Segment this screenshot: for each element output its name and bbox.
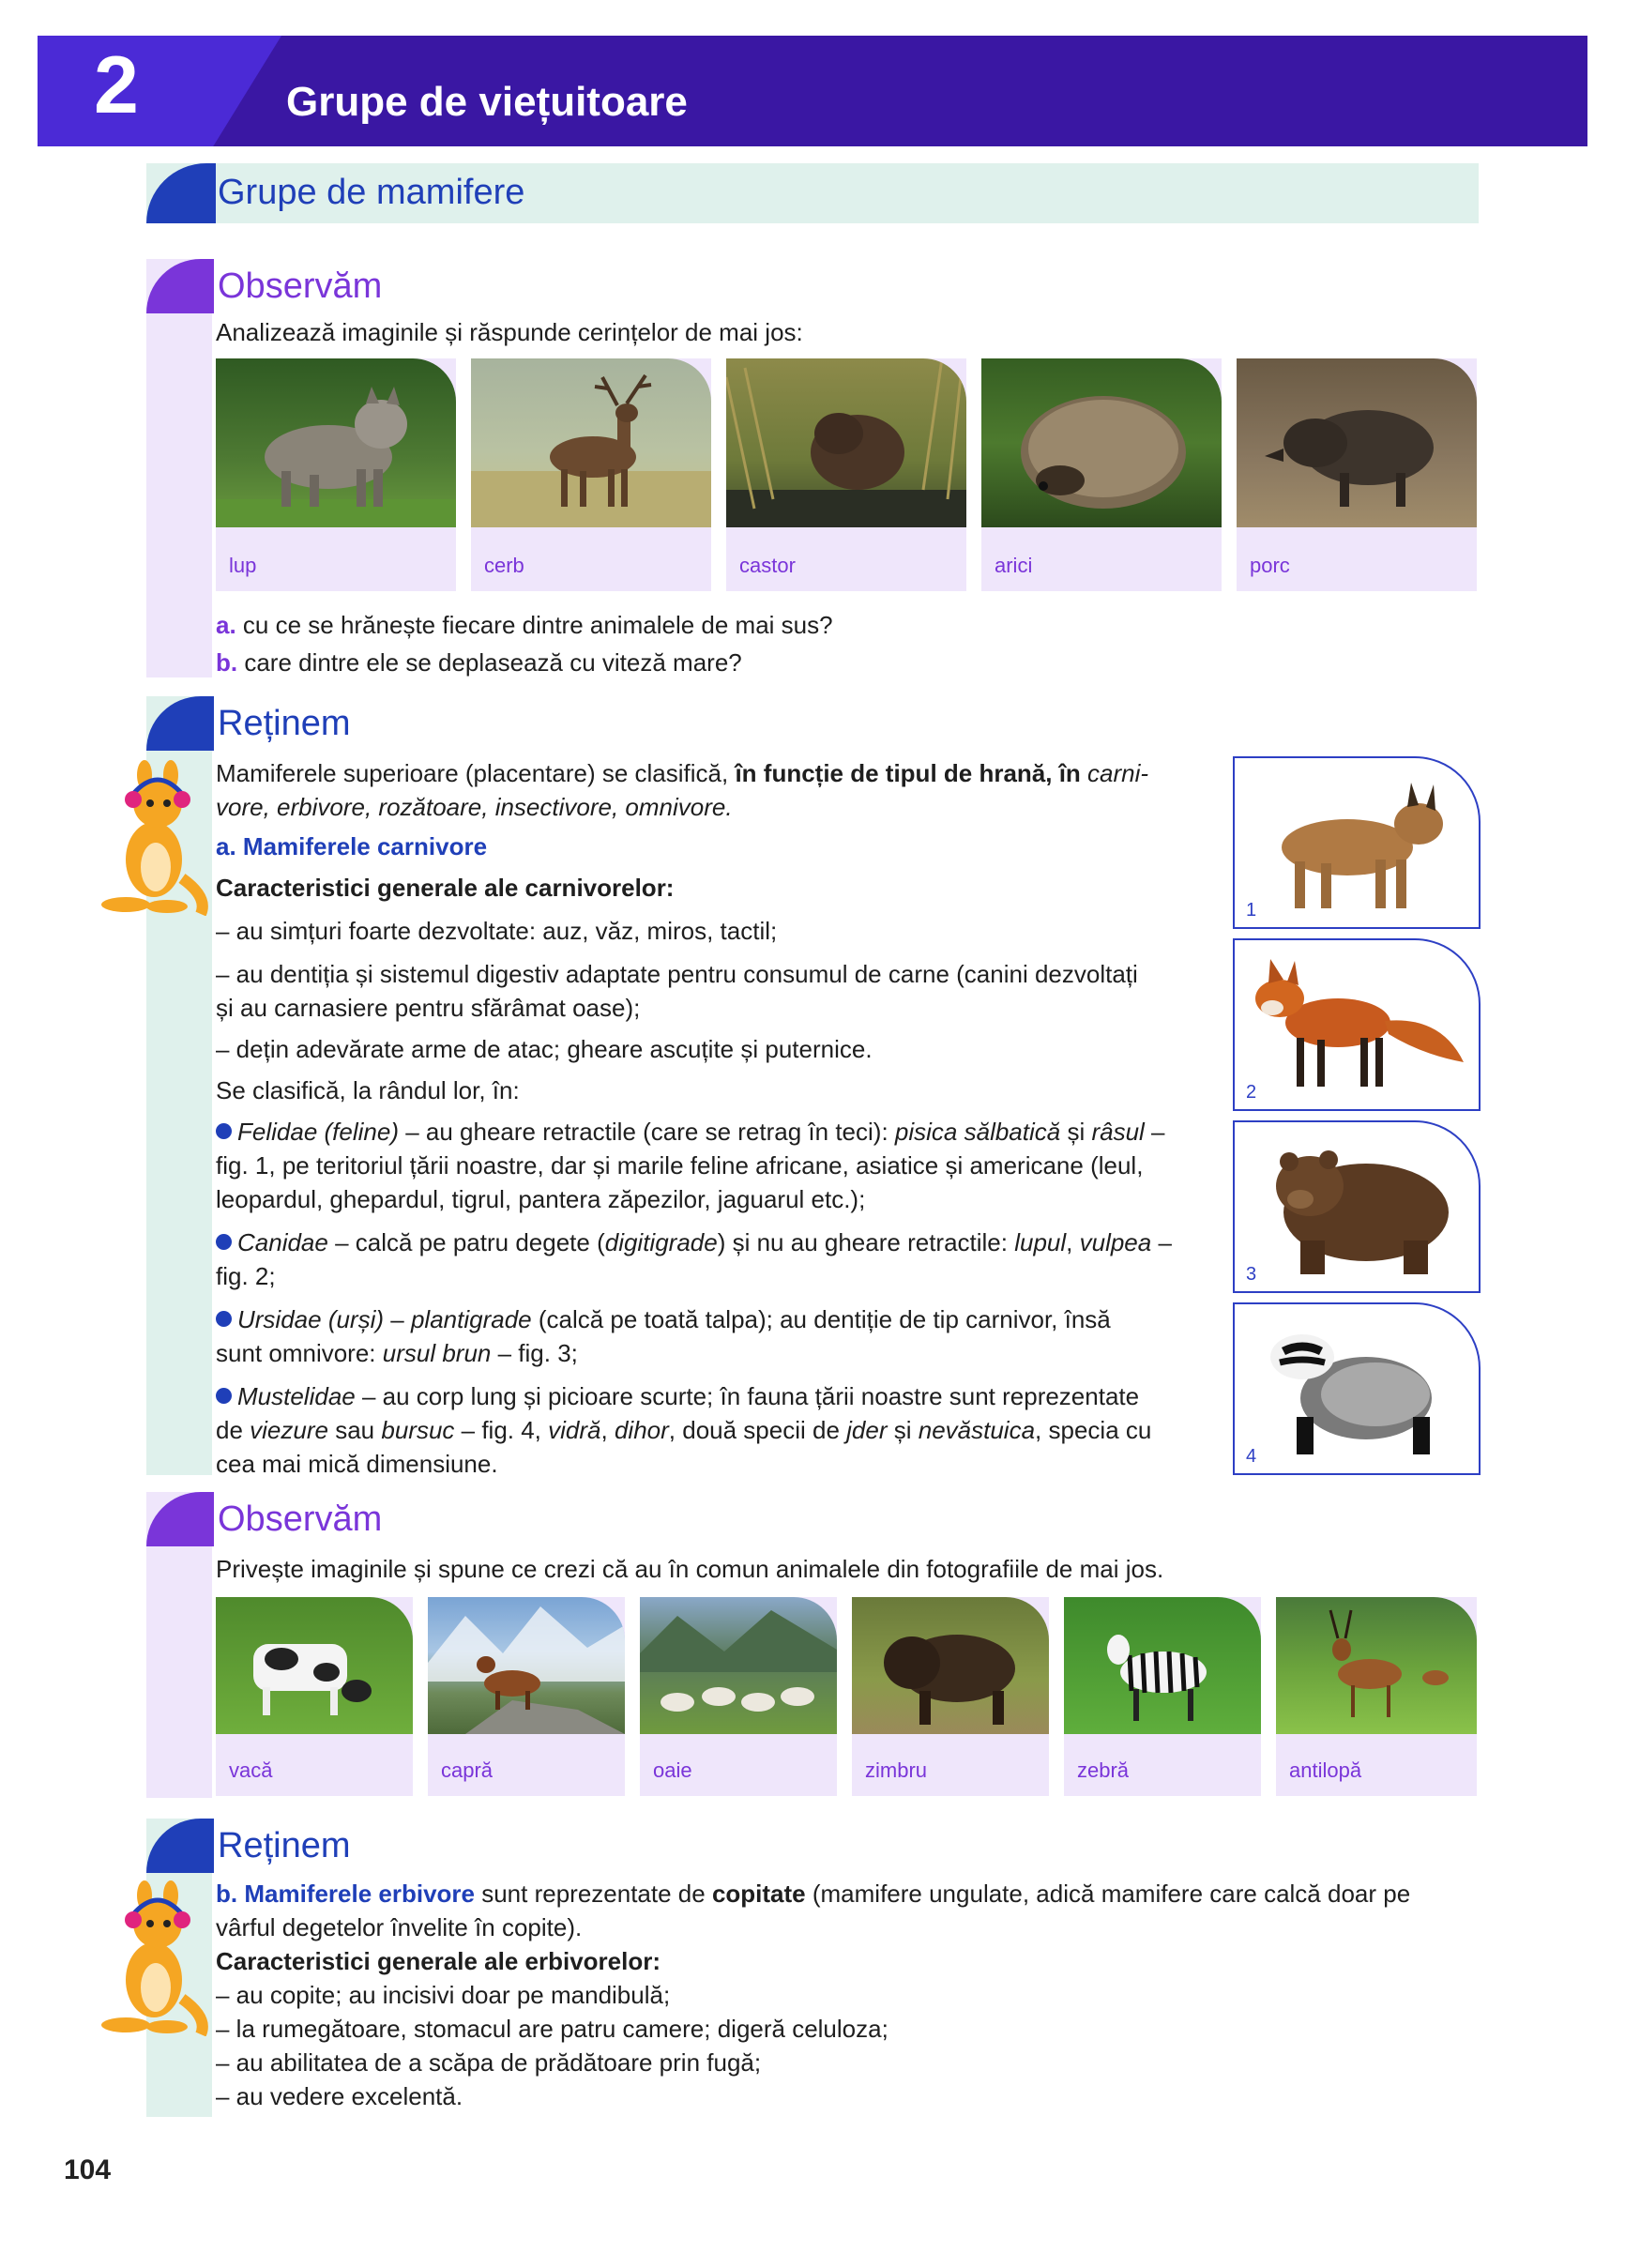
photo-caption: vacă xyxy=(229,1758,273,1782)
section-heading: Observăm xyxy=(218,266,383,306)
canidae-line2: fig. 2; xyxy=(216,1262,276,1290)
figure-badger xyxy=(1233,1302,1481,1475)
carnivore-char-heading: Caracteristici generale ale carnivorelor: xyxy=(216,874,675,902)
bullet-dot-icon xyxy=(216,1388,232,1404)
ursidae-text: – fig. 3; xyxy=(491,1339,578,1367)
herbivore-text: (mamifere ungulate, adică mamifere care calcă doar pe xyxy=(805,1880,1411,1908)
photo-caption: zebră xyxy=(1077,1758,1130,1782)
canidae-italic: vulpea xyxy=(1079,1228,1152,1256)
retinem1-intro-line1 xyxy=(216,756,1148,790)
sheep-photo xyxy=(640,1597,837,1734)
figure-bear xyxy=(1233,1120,1481,1293)
section-heading: Observăm xyxy=(218,1499,383,1539)
photo-card-boar xyxy=(1237,358,1477,591)
intro-bold: în funcție de tipul de hrană, în xyxy=(735,759,1081,787)
mustelidae-italic: viezure xyxy=(250,1416,328,1444)
zebra-photo xyxy=(1064,1597,1261,1734)
kangaroo-mascot-icon xyxy=(88,756,210,916)
photo-caption: antilopă xyxy=(1289,1758,1362,1782)
ursidae-text: (calcă pe toată talpa); au dentiție de tip carnivor, însă xyxy=(531,1305,1111,1333)
herbivore-line1 xyxy=(216,1877,1410,1910)
bullet-dot-icon xyxy=(216,1311,232,1327)
mustelidae-text: , specia cu xyxy=(1035,1416,1152,1444)
mustelidae-italic: dihor xyxy=(614,1416,669,1444)
herbivore-char-4: – au vedere excelentă. xyxy=(216,2082,463,2110)
mustelidae-italic: jder xyxy=(846,1416,888,1444)
figure-fox xyxy=(1233,938,1481,1111)
ursidae-line1 xyxy=(216,1302,1111,1336)
photo-card-bison xyxy=(852,1597,1049,1796)
photo-card-sheep xyxy=(640,1597,837,1796)
photo-caption: porc xyxy=(1250,554,1290,577)
felidae-text: și xyxy=(1060,1118,1092,1146)
mustelidae-line2 xyxy=(216,1413,1151,1447)
deer-photo xyxy=(471,358,711,527)
canidae-italic: lupul xyxy=(1014,1228,1067,1256)
lesson-title-corner xyxy=(146,163,216,223)
photo-card-antelope xyxy=(1276,1597,1477,1796)
page-number: 104 xyxy=(64,2154,112,2185)
canidae-line1 xyxy=(216,1225,1172,1259)
felidae-line3: leopardul, ghepardul, tigrul, pantera zăpezilor, jaguarul etc.); xyxy=(216,1185,866,1213)
photo-caption: arici xyxy=(995,554,1033,577)
photo-card-beaver xyxy=(726,358,966,591)
photo-caption: zimbru xyxy=(865,1758,928,1782)
chapter-title: Grupe de viețuitoare xyxy=(286,79,688,125)
section-heading: Reținem xyxy=(218,1826,351,1865)
mustelidae-text: de xyxy=(216,1416,251,1444)
question-text: care dintre ele se deplasează cu viteză mare? xyxy=(237,648,742,677)
canidae-text: , xyxy=(1066,1228,1080,1256)
photo-card-hedgehog xyxy=(981,358,1222,591)
intro-text: Mamiferele superioare (placentare) se clasifică, xyxy=(216,759,736,787)
mustelidae-line3: cea mai mică dimensiune. xyxy=(216,1450,498,1478)
mustelidae-text: – au corp lung și picioare scurte; în fauna țării noastre sunt reprezentate xyxy=(355,1382,1140,1410)
mustelidae-line1 xyxy=(216,1379,1139,1413)
figure-number: 1 xyxy=(1246,900,1257,921)
canidae-italic: digitigrade xyxy=(604,1228,718,1256)
photo-caption: capră xyxy=(441,1758,494,1782)
question-b xyxy=(216,646,742,679)
mustelidae-italic: nevăstuica xyxy=(918,1416,1036,1444)
photo-caption: lup xyxy=(229,554,257,577)
photo-caption: oaie xyxy=(653,1758,692,1782)
photo-caption: castor xyxy=(739,554,796,577)
ursidae-italic: ursul brun xyxy=(382,1339,492,1367)
carnivore-char-2a: – au dentiția și sistemul digestiv adaptate pentru consumul de carne (canini dezvoltați xyxy=(216,960,1138,988)
mustelidae-text: sau xyxy=(327,1416,382,1444)
lesson-title: Grupe de mamifere xyxy=(218,173,525,212)
figure-number: 2 xyxy=(1246,1082,1257,1103)
felidae-text: – au gheare retractile (care se retrag în teci): xyxy=(398,1118,895,1146)
mustelidae-text: , xyxy=(600,1416,615,1444)
herbivore-line2: vârful degetelor învelite în copite). xyxy=(216,1913,583,1941)
herbivore-char-2: – la rumegătoare, stomacul are patru camere; digeră celuloza; xyxy=(216,2015,888,2043)
carnivore-classify: Se clasifică, la rândul lor, în: xyxy=(216,1076,520,1104)
canidae-text: – calcă pe patru degete ( xyxy=(327,1228,605,1256)
ursidae-text: – xyxy=(384,1305,411,1333)
felidae-line2: fig. 1, pe teritoriul țării noastre, dar și marile feline africane, asiatice și americane (leul, xyxy=(216,1151,1144,1180)
carnivore-char-3: – dețin adevărate arme de atac; gheare ascuțite și puternice. xyxy=(216,1035,873,1063)
ursidae-name: Ursidae (urși) xyxy=(237,1305,385,1333)
herbivore-bold: copitate xyxy=(711,1880,806,1908)
section-strip xyxy=(146,259,212,677)
carnivore-subheading: a. Mamiferele carnivore xyxy=(216,832,488,860)
observam2-instruction: Privește imaginile și spune ce crezi că au în comun animalele din fotografiile de mai jos. xyxy=(216,1555,1164,1583)
photo-caption: cerb xyxy=(484,554,524,577)
herbivore-text: sunt reprezentate de xyxy=(475,1880,712,1908)
mustelidae-text: , două specii de xyxy=(668,1416,847,1444)
figure-number: 4 xyxy=(1246,1446,1257,1467)
herbivore-char-3: – au abilitatea de a scăpa de prădătoare prin fugă; xyxy=(216,2048,762,2077)
felidae-italic: râsul xyxy=(1091,1118,1145,1146)
mustelidae-name: Mustelidae xyxy=(237,1382,356,1410)
photo-card-deer xyxy=(471,358,711,591)
chapter-number: 2 xyxy=(94,40,139,130)
felidae-text: – xyxy=(1144,1118,1165,1146)
ursidae-line2 xyxy=(216,1336,578,1370)
photo-card-goat xyxy=(428,1597,625,1796)
cow-photo xyxy=(216,1597,413,1734)
figure-lynx xyxy=(1233,756,1481,929)
felidae-name: Felidae (feline) xyxy=(237,1118,399,1146)
question-letter: a. xyxy=(216,611,236,639)
mustelidae-text: și xyxy=(887,1416,919,1444)
observam1-instruction: Analizează imaginile și răspunde cerințelor de mai jos: xyxy=(216,318,803,346)
mustelidae-text: – fig. 4, xyxy=(454,1416,549,1444)
carnivore-char-2b: și au carnasiere pentru sfărâmat oase); xyxy=(216,994,641,1022)
ursidae-italic: plantigrade xyxy=(410,1305,532,1333)
question-letter: b. xyxy=(216,648,238,677)
mustelidae-italic: vidră xyxy=(548,1416,601,1444)
wolf-photo xyxy=(216,358,456,527)
bullet-dot-icon xyxy=(216,1123,232,1139)
lesson-title-bar xyxy=(146,163,1479,223)
retinem1-intro-line2: vore, erbivore, rozătoare, insectivore, omnivore. xyxy=(216,793,733,821)
felidae-italic: pisica sălbatică xyxy=(894,1118,1061,1146)
antelope-photo xyxy=(1276,1597,1477,1734)
chapter-banner xyxy=(38,36,1587,146)
herbivore-subheading: b. Mamiferele erbivore xyxy=(216,1880,475,1908)
mustelidae-italic: bursuc xyxy=(381,1416,455,1444)
felidae-line1 xyxy=(216,1115,1165,1149)
carnivore-char-1: – au simțuri foarte dezvoltate: auz, văz, miros, tactil; xyxy=(216,917,778,945)
beaver-photo xyxy=(726,358,966,527)
ursidae-text: sunt omnivore: xyxy=(216,1339,383,1367)
photo-card-zebra xyxy=(1064,1597,1261,1796)
goat-photo xyxy=(428,1597,625,1734)
section-heading: Reținem xyxy=(218,704,351,743)
herbivore-char-heading: Caracteristici generale ale erbivorelor: xyxy=(216,1947,661,1975)
herbivore-char-1: – au copite; au incisivi doar pe mandibulă; xyxy=(216,1981,671,2009)
hedgehog-photo xyxy=(981,358,1222,527)
chapter-number-tab xyxy=(38,36,281,146)
kangaroo-mascot-icon xyxy=(88,1877,210,2036)
photo-card-wolf xyxy=(216,358,456,591)
bullet-dot-icon xyxy=(216,1234,232,1250)
photo-card-cow xyxy=(216,1597,413,1796)
canidae-name: Canidae xyxy=(237,1228,328,1256)
question-a xyxy=(216,608,833,642)
question-text: cu ce se hrănește fiecare dintre animalele de mai sus? xyxy=(235,611,833,639)
figure-number: 3 xyxy=(1246,1264,1257,1285)
bison-photo xyxy=(852,1597,1049,1734)
boar-photo xyxy=(1237,358,1477,527)
canidae-text: – xyxy=(1151,1228,1172,1256)
canidae-text: ) și nu au gheare retractile: xyxy=(717,1228,1015,1256)
intro-italic: carni- xyxy=(1080,759,1149,787)
